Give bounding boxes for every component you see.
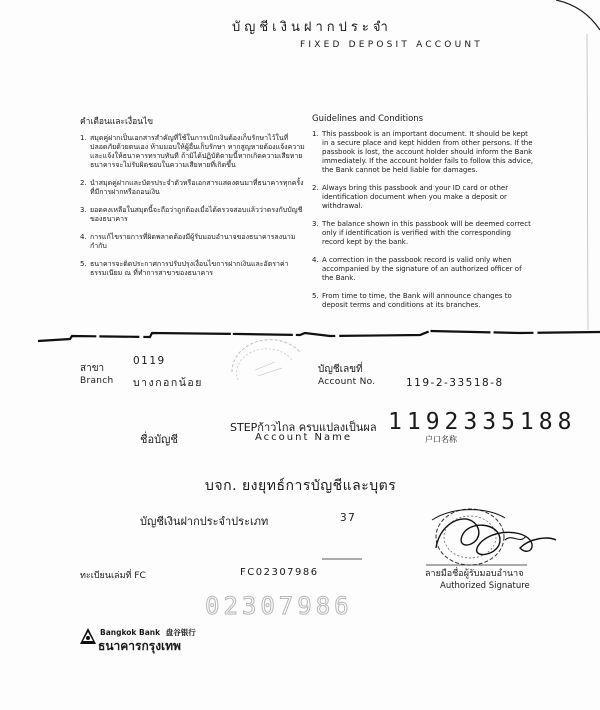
item-text: From time to time, the Bank will announce changes to deposit terms and conditions at its branches. bbox=[322, 292, 512, 309]
account-name: บจก. ยงยุทธ์การบัญชีและบุตร bbox=[205, 478, 397, 494]
item-number: 4. bbox=[312, 256, 319, 264]
title-english: FIXED DEPOSIT ACCOUNT bbox=[300, 40, 483, 50]
bank-name-zh: 盘谷银行 bbox=[165, 628, 196, 637]
item-text: นำสมุดคู่ฝากและบัตรประจำตัวหรือเอกสารแสดงตนมาที่ธนาคารทุกครั้งที่มีการฝากหรือถอนเงิน bbox=[90, 179, 304, 196]
register-number: FC02307986 bbox=[240, 567, 319, 578]
item-number: 3. bbox=[80, 206, 87, 214]
condition-en-4 bbox=[312, 256, 534, 283]
account-no-label-english: Account No. bbox=[318, 377, 376, 387]
account-name-label-thai: ชื่อบัญชี bbox=[140, 433, 178, 446]
separator-line bbox=[38, 331, 600, 341]
item-number: 3. bbox=[312, 220, 319, 228]
item-text: ยอดคงเหลือในสมุดนี้จะถือว่าถูกต้องเมื่อได้ตรวจสอบแล้วว่าตรงกับบัญชีของธนาคาร bbox=[90, 206, 303, 223]
condition-en-1 bbox=[312, 130, 534, 175]
item-text: สมุดคู่ฝากเป็นเอกสารสำคัญที่ใช้ในการเบิกเงินต้องเก็บรักษาไว้ในที่ปลอดภัยด้วยตนเอง ห้ามมอบให้ผู้อื่นเก็บรักษา หากสูญหายต้องแจ้งความและแจ้งให้ธนาคารทราบทันที ถ้ามิได้ปฏิบัติตามนี้หากเกิดความเสียหายธนาคารจะไม่รับผิดชอบในความเสียหายที่เกิดขึ้น bbox=[90, 134, 305, 169]
authorized-signature bbox=[432, 509, 556, 565]
perforated-number: 02307986 bbox=[205, 592, 353, 620]
account-no: 119-2-33518-8 bbox=[406, 377, 504, 389]
item-text: การแก้ไขรายการที่ผิดพลาดต้องมีผู้รับมอบอำนาจของธนาคารลงนามกำกับ bbox=[90, 233, 296, 250]
condition-th-3 bbox=[80, 206, 308, 224]
item-number: 2. bbox=[312, 184, 319, 192]
item-text: This passbook is an important document. It should be kept in a secure place and kept hidden from other persons. If the passbook is lost, the account holder should inform the Bank immediately. If the account holder fails to follow this advice, the Bank cannot be held liable for damages. bbox=[322, 130, 534, 174]
bank-name-en: Bangkok Bank bbox=[100, 628, 161, 637]
branch-code: 0119 bbox=[133, 355, 166, 367]
condition-th-2 bbox=[80, 179, 308, 197]
item-number: 1. bbox=[312, 130, 319, 138]
branch-label-thai: สาขา bbox=[80, 363, 105, 374]
branch-label-english: Branch bbox=[80, 376, 114, 386]
conditions-english-heading: Guidelines and Conditions bbox=[312, 114, 424, 124]
condition-en-3 bbox=[312, 220, 534, 247]
page-corner-curve bbox=[556, 0, 600, 30]
account-name-label-english: Account Name bbox=[255, 432, 353, 443]
account-name-label-chinese: 户口名称 bbox=[425, 435, 457, 444]
item-number: 5. bbox=[312, 292, 319, 300]
condition-th-4 bbox=[80, 233, 308, 251]
condition-en-2 bbox=[312, 184, 534, 211]
bank-name-thai: ธนาคารกรุงเทพ bbox=[98, 639, 181, 653]
item-number: 4. bbox=[80, 233, 87, 241]
account-no-stamp: 1192335188 bbox=[388, 409, 577, 435]
item-text: ธนาคารจะติดประกาศการปรับปรุงเงื่อนไขการฝากเงินและอัตราค่าธรรมเนียม ณ ที่ทำการสาขาของธนาคาร bbox=[90, 260, 289, 277]
register-label: ทะเบียนเล่มที่ FC bbox=[80, 571, 146, 581]
branch-name: บางกอกน้อย bbox=[133, 377, 203, 389]
item-number: 5. bbox=[80, 260, 87, 268]
deposit-type-label: บัญชีเงินฝากประจำประเภท bbox=[140, 515, 269, 528]
product-name: STEPก้าวไกล ครบแปลงเป็นผล bbox=[230, 421, 377, 434]
item-number: 2. bbox=[80, 179, 87, 187]
conditions-english bbox=[312, 114, 534, 310]
signature-label-thai: ลายมือชื่อผู้รับมอบอำนาจ bbox=[425, 569, 524, 579]
title-thai: บัญชีเงินฝากประจำ bbox=[232, 20, 392, 35]
item-text: Always bring this passbook and your ID card or other identification document when you make a deposit or withdrawal. bbox=[322, 184, 509, 210]
condition-th-5 bbox=[80, 260, 308, 278]
item-number: 1. bbox=[80, 134, 87, 142]
signature-label-english: Authorized Signature bbox=[440, 581, 530, 591]
branch-stamp bbox=[232, 340, 300, 380]
conditions-thai bbox=[80, 114, 308, 278]
deposit-type-value: 37 bbox=[340, 512, 357, 524]
bank-logo-icon bbox=[80, 628, 96, 644]
item-text: A correction in the passbook record is valid only when accompanied by the signature of an authorized officer of the Bank. bbox=[322, 256, 522, 282]
account-no-label-thai: บัญชีเลขที่ bbox=[318, 364, 363, 375]
condition-th-1 bbox=[80, 134, 308, 170]
page-edge-line bbox=[587, 34, 588, 330]
condition-en-5 bbox=[312, 292, 534, 310]
item-text: The balance shown in this passbook will be deemed correct only if identification is verified with the corresponding record kept by the bank. bbox=[322, 220, 531, 246]
conditions-thai-heading: คำเตือนและเงื่อนไข bbox=[80, 117, 154, 127]
